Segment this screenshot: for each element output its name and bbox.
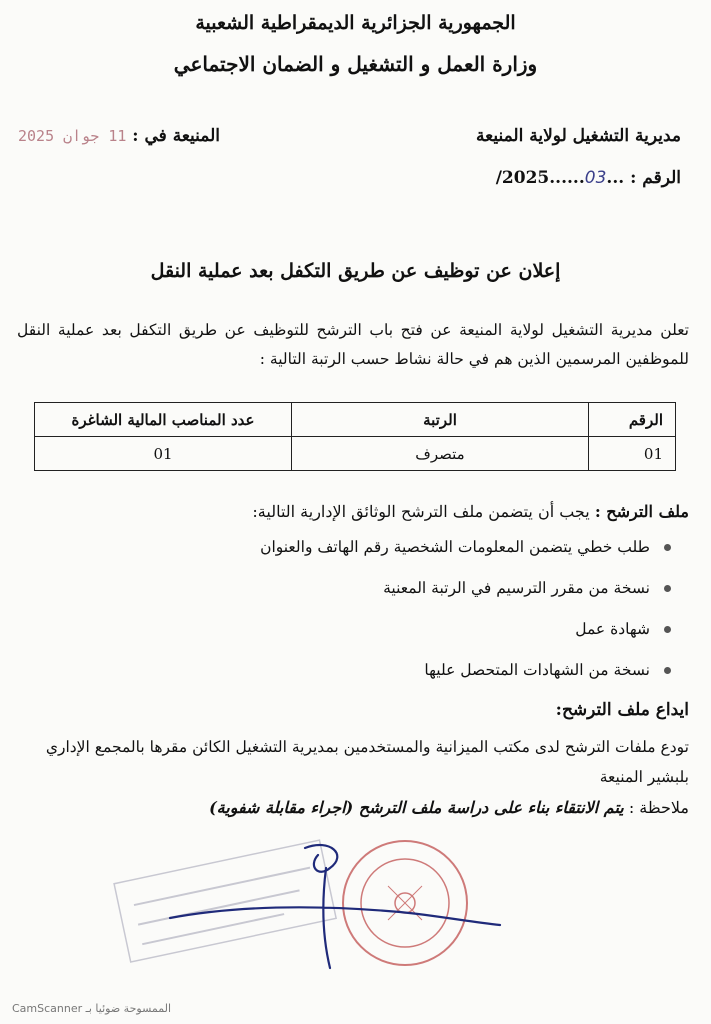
reference-handwritten-number: 03 xyxy=(584,168,607,188)
stamped-date: 11 جوان 2025 xyxy=(18,127,127,145)
note-text: يتم الانتقاء بناء على دراسة ملف الترشح (اجراء مقابلة شفوية) xyxy=(209,798,624,817)
rectangular-stamp xyxy=(114,840,336,962)
list-item-text: نسخة من الشهادات المتحصل عليها xyxy=(424,661,650,679)
scanner-watermark: الممسوحة ضوئيا بـ CamScanner xyxy=(12,1002,172,1015)
place-label: المنيعة في : xyxy=(132,126,221,146)
column-header-grade: الرتبة xyxy=(292,403,589,437)
header-republic: الجمهورية الجزائرية الديمقراطية الشعبية xyxy=(195,12,516,34)
header-ministry: وزارة العمل و التشغيل و الضمان الاجتماعي xyxy=(173,52,538,76)
deposit-label: ايداع ملف الترشح: xyxy=(555,700,689,720)
file-section-text: يجب أن يتضمن ملف الترشح الوثائق الإدارية التالية: xyxy=(252,502,590,521)
reference-year: ......2025/ xyxy=(495,168,585,188)
column-header-vacancies: عدد المناصب المالية الشاغرة xyxy=(35,403,292,437)
cell-number: 01 xyxy=(589,437,676,471)
list-item-text: شهادة عمل xyxy=(575,620,650,638)
circular-seal xyxy=(343,841,467,965)
intro-paragraph: تعلن مديرية التشغيل لولاية المنيعة عن فتح باب الترشح للتوظيف عن طريق التكفل بعد عملية النقل للموظفين المرسمين الذين هم في حالة نشاط حسب الرتبة التالية : xyxy=(17,321,689,368)
sender-directorate: مديرية التشغيل لولاية المنيعة xyxy=(476,126,681,146)
deposit-text: تودع ملفات الترشح لدى مكتب الميزانية والمستخدمين بمديرية التشغيل الكائن مقرها بالمجمع الإداري بلبشير المنيعة xyxy=(45,738,689,786)
cell-grade: متصرف xyxy=(292,437,589,471)
announcement-title: إعلان عن توظيف عن طريق التكفل بعد عملية النقل xyxy=(150,260,561,282)
note-label: ملاحظة : xyxy=(628,798,689,817)
list-item-text: طلب خطي يتضمن المعلومات الشخصية رقم الهاتف والعنوان xyxy=(260,538,650,556)
file-section-label: ملف الترشح : xyxy=(594,502,689,521)
list-item-text: نسخة من مقرر الترسيم في الرتبة المعنية xyxy=(383,579,650,597)
column-header-number: الرقم xyxy=(589,403,676,437)
cell-vacancies: 01 xyxy=(35,437,292,471)
reference-label: الرقم : ... xyxy=(606,168,681,188)
